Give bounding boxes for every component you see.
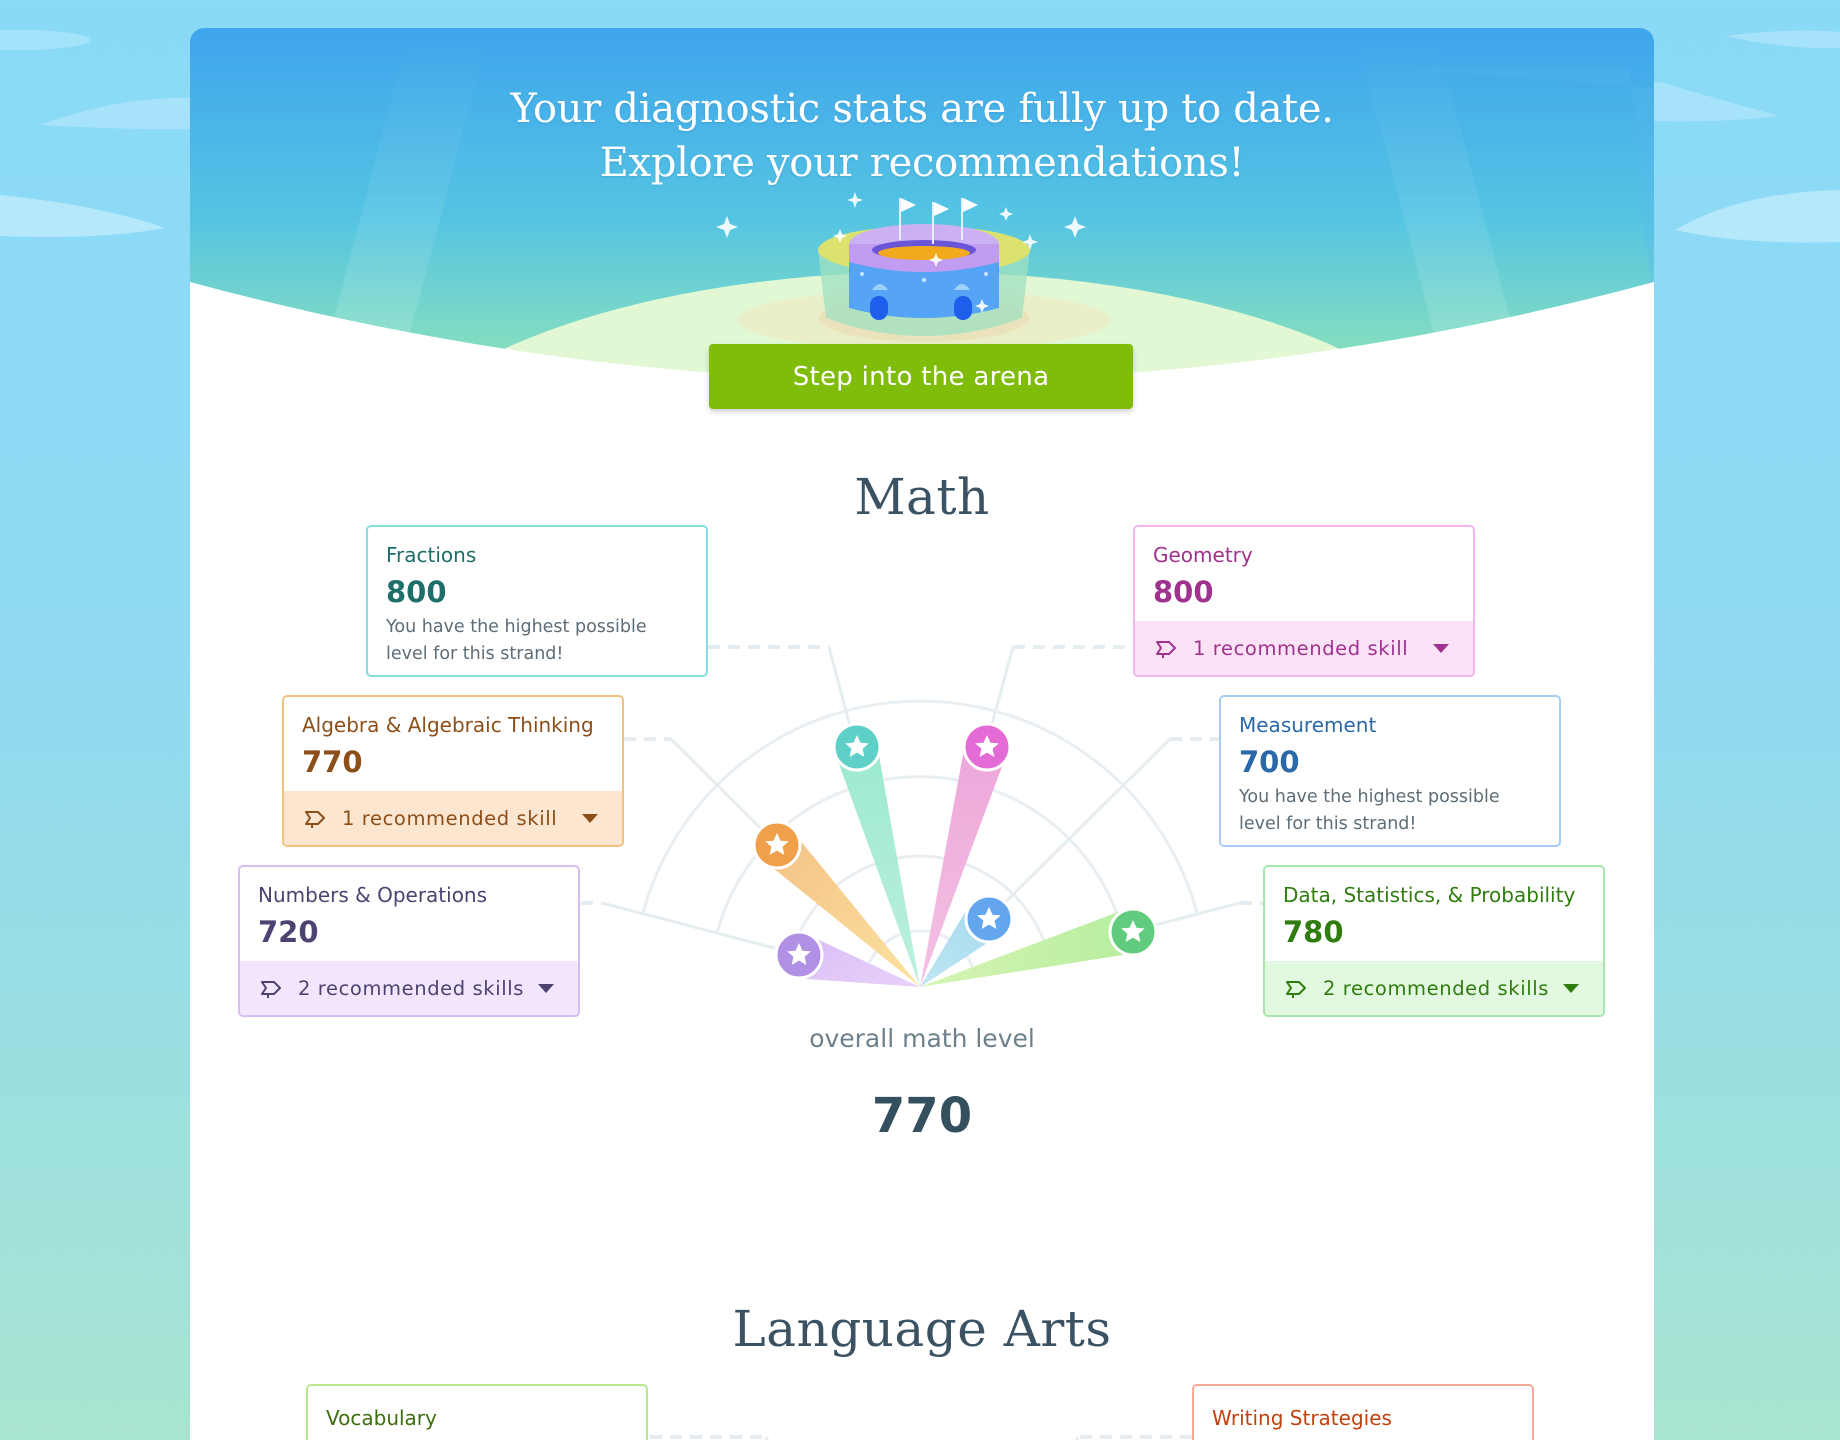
recommendations-label: 1 recommended skill: [342, 806, 558, 830]
recommendations-label: 2 recommended skills: [298, 976, 525, 1000]
strand-card-vocabulary[interactable]: [306, 1384, 648, 1440]
strand-score: 770: [302, 745, 363, 779]
strand-score: 720: [258, 915, 319, 949]
hero-title-line2: Explore your recommendations!: [599, 140, 1245, 186]
caret-down-icon[interactable]: [538, 984, 554, 993]
strand-score: 800: [386, 575, 447, 609]
strand-card-numbers-operations[interactable]: [238, 865, 580, 1017]
overall-math-level-value: 770: [871, 1088, 973, 1144]
recommendations-toggle[interactable]: [1135, 621, 1473, 675]
diagnostic-panel: [190, 28, 1654, 1440]
language-arts-section-title: Language Arts: [732, 1300, 1112, 1358]
signpost-icon: [258, 978, 284, 998]
strand-name: Geometry: [1153, 543, 1253, 567]
recommendations-label: 2 recommended skills: [1323, 976, 1550, 1000]
hero-title-line1: Your diagnostic stats are fully up to date.: [510, 86, 1334, 132]
strand-name: Vocabulary: [326, 1406, 437, 1430]
recommendations-label: 1 recommended skill: [1193, 636, 1409, 660]
strand-score: 800: [1153, 575, 1214, 609]
strand-name: Algebra & Algebraic Thinking: [302, 713, 594, 737]
strand-status: You have the highest possible level for this strand!: [1239, 787, 1500, 834]
recommendations-toggle[interactable]: [1265, 961, 1603, 1015]
caret-down-icon[interactable]: [1563, 984, 1579, 993]
signpost-icon: [1153, 638, 1179, 658]
strand-name: Numbers & Operations: [258, 883, 488, 907]
strand-name: Fractions: [386, 543, 477, 567]
caret-down-icon[interactable]: [582, 814, 598, 823]
strand-name: Measurement: [1239, 713, 1377, 737]
signpost-icon: [1283, 978, 1309, 998]
strand-card-measurement[interactable]: [1219, 695, 1561, 847]
strand-card-algebra[interactable]: [282, 695, 624, 847]
strand-status: You have the highest possible level for this strand!: [386, 617, 647, 664]
overall-math-level-label: overall math level: [809, 1024, 1035, 1053]
strand-card-fractions[interactable]: [366, 525, 708, 677]
recommendations-toggle[interactable]: [240, 961, 578, 1015]
step-into-arena-button[interactable]: Step into the arena: [709, 344, 1133, 409]
strand-card-writing-strategies[interactable]: [1192, 1384, 1534, 1440]
recommendations-toggle[interactable]: [284, 791, 622, 845]
signpost-icon: [302, 808, 328, 828]
strand-name: Writing Strategies: [1212, 1406, 1392, 1430]
strand-score: 780: [1283, 915, 1344, 949]
strand-card-data-statistics-probability[interactable]: [1263, 865, 1605, 1017]
math-section-title: Math: [854, 468, 990, 526]
strand-card-geometry[interactable]: [1133, 525, 1475, 677]
caret-down-icon[interactable]: [1433, 644, 1449, 653]
strand-name: Data, Statistics, & Probability: [1283, 883, 1576, 907]
strand-score: 700: [1239, 745, 1300, 779]
